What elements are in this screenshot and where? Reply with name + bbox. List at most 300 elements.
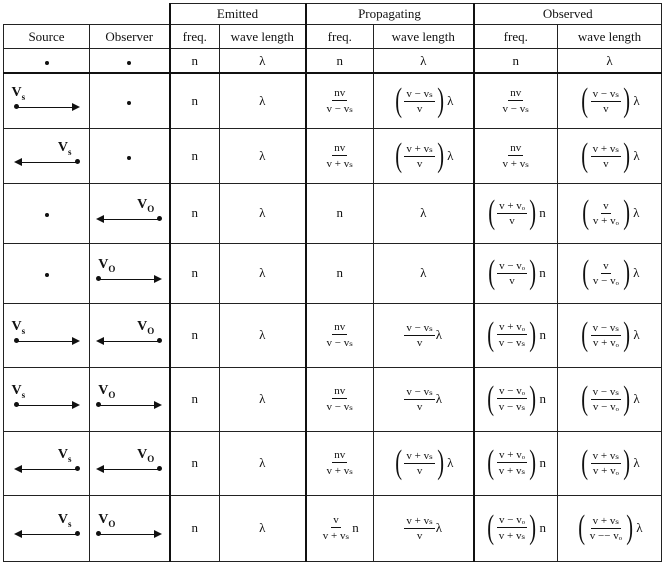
source-cell [4,495,90,561]
velocity-subscript: s [67,453,72,464]
parenthesis-group [579,446,632,480]
velocity-symbol: V [11,84,22,100]
prop-wavelength-cell [374,73,474,128]
fraction [404,142,434,170]
left-paren: ( [581,254,589,291]
multiplier-symbol: λ [636,520,643,535]
source-cell [4,73,90,128]
observer-velocity-label [98,512,115,529]
table-row [4,183,662,243]
obs-freq-cell [474,183,558,243]
fraction [588,514,624,542]
velocity-subscript: s [67,518,72,529]
obs-freq-cell [474,495,558,561]
stationary-dot-icon [127,101,131,105]
denominator: v [603,157,609,170]
prop-wavelength-cell: λ [374,243,474,303]
observer-cell [90,183,170,243]
obs-freq-expression [485,509,547,546]
velocity-symbol: V [57,139,68,155]
left-paren: ( [581,444,589,481]
left-paren: ( [581,136,589,174]
fraction [591,321,621,349]
fraction [325,87,355,115]
velocity-subscript: s [21,91,26,102]
left-paren: ( [581,380,589,417]
obs-freq-expression [486,254,546,291]
source-velocity-label [58,512,72,529]
arrow-right-icon [94,510,164,546]
denominator: v − vₛ [326,401,353,413]
observer-velocity-label [137,197,154,214]
obs-wavelength-cell [558,183,662,243]
source-velocity-label [58,447,72,464]
numerator: v + vₛ [592,142,620,155]
obs-wavelength-cell [558,367,662,431]
multiplier-symbol: λ [633,455,640,470]
prop-freq-symbol: n [306,49,374,74]
numerator: v − vₒ [499,514,525,526]
prop-wavelength-cell [374,431,474,495]
obs-freq-cell [474,431,558,495]
obs-wavelength-expression [579,136,640,174]
parenthesis-group [576,511,635,545]
parenthesis-group [485,382,538,416]
denominator: v + vₛ [498,530,526,542]
right-paren: ) [623,316,631,353]
left-paren: ( [488,254,495,291]
denominator: v − vₒ [592,401,619,413]
obs-wavelength-cell [558,495,662,561]
left-paren: ( [488,194,495,231]
fraction [404,514,434,542]
source-velocity-label [58,140,72,157]
source-velocity-label [12,319,26,336]
obs-wavelength-cell [558,303,662,367]
col-observer: Observer [90,25,170,49]
numerator: v − vₛ [406,322,433,334]
numerator: nv [334,321,346,333]
fraction [591,142,621,170]
numerator: nv [334,86,346,99]
prop-wavelength-expression [404,322,443,349]
fraction [591,200,621,227]
right-paren: ) [529,254,536,291]
prop-wavelength-expression [393,81,454,119]
denominator: v [416,401,423,413]
denominator: v − vₛ [498,337,526,349]
fraction [497,514,527,542]
prop-wavelength-expression [393,444,454,481]
observer-cell [90,495,170,561]
observer-cell [90,243,170,303]
right-paren: ) [623,254,630,291]
right-paren: ) [623,136,631,174]
velocity-symbol: V [11,383,22,398]
right-paren: ) [437,81,444,119]
multiplier-symbol: λ [633,147,640,163]
emitted-freq-cell: n [170,73,220,128]
emitted-wavelength-cell: λ [220,303,306,367]
denominator: v + vₛ [326,465,353,477]
numerator: v [603,259,609,272]
stationary-dot-icon [45,273,49,277]
numerator: v − vₛ [592,386,620,398]
obs-wavelength-expression [579,81,640,119]
fraction [404,321,434,349]
prop-freq-expression [321,514,359,542]
velocity-symbol: V [98,257,109,272]
denominator: v + vₛ [322,530,350,542]
right-paren: ) [437,444,444,481]
velocity-subscript: s [21,389,26,400]
observer-velocity-label [98,257,115,274]
group-emitted: Emitted [170,4,306,25]
observer-velocity-label [137,319,154,336]
arrow-right-icon [12,381,82,417]
multiplier-symbol: n [352,520,359,535]
numerator: v + vₛ [406,515,433,527]
parenthesis-group [486,196,539,230]
fraction [501,87,531,115]
arrow-right-icon [94,255,164,291]
parenthesis-group [393,81,446,119]
parenthesis-group [485,511,538,545]
parenthesis-group [580,256,633,290]
numerator: v + vₛ [406,450,433,462]
emitted-wavelength-cell: λ [220,431,306,495]
parenthesis-group [393,446,446,480]
table-row [4,128,662,183]
table-row [4,495,662,561]
multiplier-symbol: n [539,455,547,470]
obs-freq-expression [485,444,547,481]
velocity-symbol: V [57,447,68,462]
fraction [325,142,355,170]
table-row [4,367,662,431]
prop-wavelength-cell [374,128,474,183]
denominator: v + vₛ [326,157,353,170]
observer-cell [90,303,170,367]
emitted-wavelength-symbol: λ [220,49,306,74]
col-emitted-wavelength: wave length [220,25,306,49]
velocity-symbol: V [57,512,68,527]
observer-dot-cell [90,49,170,74]
multiplier-symbol: λ [633,327,640,342]
right-paren: ) [623,444,631,481]
velocity-subscript: O [147,203,155,214]
observer-cell [90,431,170,495]
prop-freq-cell [306,495,374,561]
parenthesis-group [485,446,538,480]
prop-freq-expression [325,141,355,170]
source-cell [4,303,90,367]
denominator: v − vₛ [502,102,529,115]
fraction [325,385,355,413]
obs-freq-cell [474,73,558,128]
numerator: v − vₛ [406,87,433,100]
fraction [497,260,527,287]
source-cell [4,128,90,183]
prop-freq-cell: n [306,243,374,303]
prop-freq-cell [306,303,374,367]
arrow-left-icon [94,195,164,231]
right-paren: ) [623,194,630,231]
emitted-freq-cell: n [170,431,220,495]
fraction [325,449,355,477]
multiplier-symbol: λ [633,92,640,108]
left-paren: ( [578,509,586,546]
emitted-freq-symbol: n [170,49,220,74]
numerator: nv [510,86,522,99]
obs-freq-symbol: n [474,49,558,74]
numerator: v + vₛ [592,515,620,527]
multiplier-symbol: λ [447,92,454,108]
right-paren: ) [623,81,631,119]
fraction [497,200,527,227]
parenthesis-group [393,136,446,174]
velocity-subscript: s [21,325,26,336]
right-paren: ) [626,509,633,546]
prop-freq-expression [325,321,355,349]
col-obs-freq: freq. [474,25,558,49]
arrow-right-icon [12,317,82,353]
obs-wavelength-cell [558,431,662,495]
denominator: v − vₒ [592,274,619,287]
fraction [404,385,434,413]
denominator: v [416,530,423,542]
arrow-left-icon [12,138,82,174]
prop-freq-cell [306,73,374,128]
parenthesis-group [579,136,632,174]
obs-wavelength-cell [558,73,662,128]
obs-freq-cell [474,367,558,431]
numerator: v [603,199,609,212]
numerator: v + vₒ [499,321,525,333]
stationary-dot-icon [45,213,49,217]
source-cell [4,183,90,243]
left-paren: ( [581,194,589,231]
denominator: v − vₛ [498,401,526,413]
multiplier-symbol: λ [447,147,454,163]
velocity-symbol: V [98,512,109,527]
prop-freq-expression [325,449,355,477]
prop-wavelength-cell: λ [374,183,474,243]
velocity-symbol: V [137,319,148,334]
prop-freq-cell: n [306,183,374,243]
numerator: v + vₛ [406,142,433,155]
multiplier-symbol: λ [447,455,454,470]
denominator: v [416,465,423,477]
velocity-subscript: O [147,453,155,464]
denominator: v + vₛ [498,465,526,477]
doppler-table [3,3,662,562]
right-paren: ) [529,509,537,546]
fraction [497,385,527,413]
multiplier-symbol: λ [435,391,443,406]
prop-freq-expression [325,385,355,413]
numerator: v + vₛ [592,450,620,462]
denominator: v [416,102,423,115]
left-paren: ( [487,509,495,546]
numerator: v − vₛ [406,386,433,398]
group-propagating: Propagating [306,4,474,25]
velocity-subscript: O [108,263,116,274]
table-row [4,73,662,128]
emitted-freq-cell: n [170,495,220,561]
parenthesis-group [485,318,538,352]
denominator: v + vₒ [592,465,619,477]
velocity-symbol: V [11,319,22,334]
source-cell [4,367,90,431]
emitted-freq-cell: n [170,128,220,183]
velocity-subscript: O [147,325,155,336]
source-velocity-label [12,85,26,102]
obs-wavelength-cell [558,128,662,183]
prop-freq-cell [306,367,374,431]
fraction [321,514,351,542]
velocity-subscript: O [108,389,116,400]
obs-wavelength-expression [580,194,640,231]
prop-wavelength-cell [374,367,474,431]
fraction [591,385,621,413]
emitted-wavelength-cell: λ [220,243,306,303]
multiplier-symbol: λ [435,520,443,535]
denominator: v [509,214,515,227]
obs-freq-expression [486,194,546,231]
parenthesis-group [579,81,632,119]
numerator: nv [334,385,346,397]
multiplier-symbol: n [539,327,547,342]
left-paren: ( [581,81,589,119]
fraction [591,260,621,287]
table-row [4,303,662,367]
numerator: v − vₛ [592,87,620,100]
denominator: v [603,102,609,115]
multiplier-symbol: λ [633,265,640,280]
numerator: v − vₒ [499,385,525,397]
source-cell [4,431,90,495]
source-cell [4,243,90,303]
obs-wavelength-cell [558,243,662,303]
obs-freq-cell [474,128,558,183]
emitted-wavelength-cell: λ [220,128,306,183]
fraction [404,449,434,477]
prop-wavelength-expression [393,136,454,174]
right-paren: ) [529,444,537,481]
emitted-freq-cell: n [170,243,220,303]
arrow-right-icon [94,381,164,417]
observer-velocity-label [98,383,115,400]
left-paren: ( [487,380,495,417]
parenthesis-group [579,382,632,416]
fraction [404,87,434,115]
emitted-wavelength-cell: λ [220,183,306,243]
left-paren: ( [487,316,495,353]
stationary-dot-icon [127,61,131,65]
denominator: v [416,337,423,349]
blank-corner [4,4,170,25]
velocity-symbol: V [98,383,109,398]
obs-wavelength-symbol: λ [558,49,662,74]
numerator: v [333,514,339,526]
denominator: v + vₒ [592,214,619,227]
arrow-left-icon [94,317,164,353]
velocity-subscript: s [67,146,72,157]
table-row [4,243,662,303]
obs-wavelength-expression [579,444,640,481]
emitted-freq-cell: n [170,367,220,431]
prop-freq-cell [306,431,374,495]
prop-freq-expression [325,86,355,115]
numerator: nv [334,141,346,154]
stationary-dot-icon [127,156,131,160]
numerator: nv [334,449,346,461]
denominator: v − vₛ [326,102,353,115]
obs-freq-expression [485,316,547,353]
arrow-left-icon [12,510,82,546]
left-paren: ( [395,136,403,174]
fraction [501,142,531,170]
emitted-wavelength-cell: λ [220,495,306,561]
denominator: v [416,157,423,170]
emitted-freq-cell: n [170,183,220,243]
col-prop-freq: freq. [306,25,374,49]
left-paren: ( [581,316,589,353]
denominator: v + vₒ [592,337,619,349]
stationary-dot-icon [45,61,49,65]
col-obs-wavelength: wave length [558,25,662,49]
obs-freq-expression [501,141,531,170]
arrow-right-icon [12,83,82,119]
denominator: v [509,274,515,287]
observer-cell [90,128,170,183]
fraction [497,321,527,349]
emitted-freq-cell: n [170,303,220,367]
arrow-left-icon [94,445,164,481]
numerator: v − vₒ [499,259,525,272]
right-paren: ) [529,380,537,417]
numerator: v + vₒ [499,199,525,212]
source-dot-cell [4,49,90,74]
prop-wavelength-expression [404,386,443,413]
numerator: nv [510,141,522,154]
obs-freq-cell [474,243,558,303]
obs-freq-cell [474,303,558,367]
observer-cell [90,73,170,128]
group-observed: Observed [474,4,662,25]
obs-wavelength-expression [576,509,643,546]
parenthesis-group [579,318,632,352]
col-prop-wavelength: wave length [374,25,474,49]
numerator: v + vₒ [499,449,525,461]
left-paren: ( [395,444,403,481]
obs-wavelength-expression [580,254,640,291]
fraction [591,449,621,477]
fraction [497,449,527,477]
denominator: v − vₛ [326,337,353,349]
right-paren: ) [529,316,537,353]
obs-wavelength-expression [579,316,640,353]
multiplier-symbol: n [539,205,546,220]
left-paren: ( [395,81,403,119]
col-emitted-freq: freq. [170,25,220,49]
table-row [4,431,662,495]
arrow-left-icon [12,445,82,481]
right-paren: ) [623,380,631,417]
velocity-subscript: O [108,518,116,529]
fraction [325,321,355,349]
